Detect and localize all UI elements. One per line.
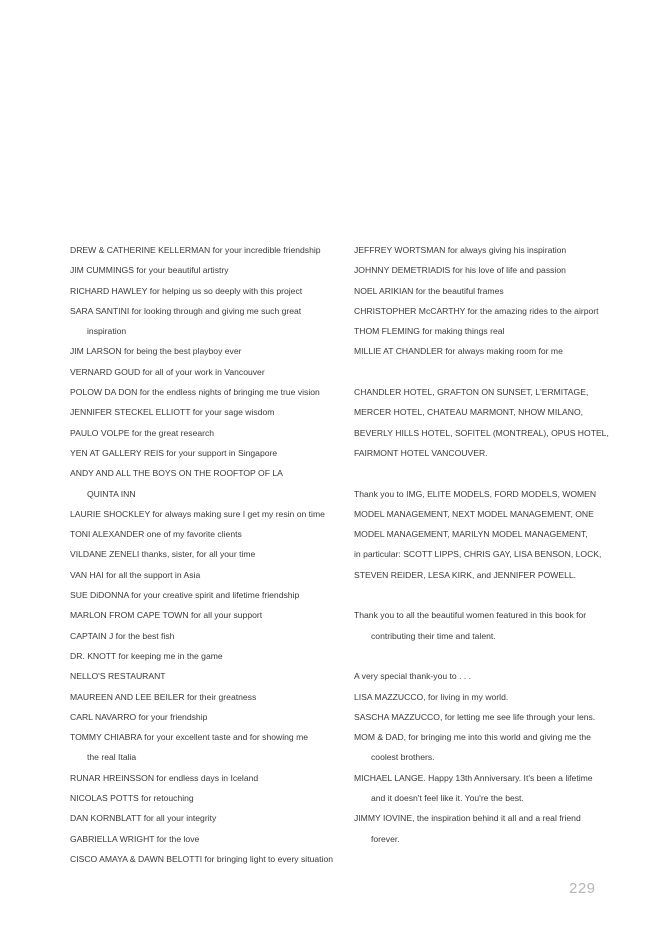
credit-line: MILLIE AT CHANDLER for always making room for me [354, 346, 563, 357]
credit-line: A very special thank-you to . . . [354, 671, 472, 682]
credit-line: VERNARD GOUD for all of your work in Vancouver [70, 366, 265, 377]
credit-line: POLOW DA DON for the endless nights of bringing me true vision [70, 387, 320, 398]
credit-line: MAUREEN AND LEE BEILER for their greatness [70, 691, 257, 702]
credit-line: and it doesn't feel like it. You're the best. [371, 793, 524, 804]
credit-line: DREW & CATHERINE KELLERMAN for your incredible friendship [70, 245, 321, 255]
spacer-line [354, 646, 629, 666]
credit-line: DR. KNOTT for keeping me in the game [70, 650, 223, 661]
credit-line: SARA SANTINI for looking through and giving me such great [70, 305, 302, 316]
credit-line: JOHNNY DEMETRIADIS for his love of life and passion [354, 265, 566, 276]
credit-line: NICOLAS POTTS for retouching [70, 793, 194, 804]
credit-line: JENNIFER STECKEL ELLIOTT for your sage wisdom [70, 407, 275, 418]
credit-line: MODEL MANAGEMENT, NEXT MODEL MANAGEMENT, ONE [354, 508, 594, 519]
credit-line: Thank you to all the beautiful women featured in this book for [354, 610, 587, 621]
credit-line: VAN HAI for all the support in Asia [70, 569, 201, 580]
credit-line: SUE DiDONNA for your creative spirit and lifetime friendship [70, 590, 300, 601]
spacer-line [354, 362, 629, 382]
credit-line: CARL NAVARRO for your friendship [70, 711, 208, 722]
credit-line: THOM FLEMING for making things real [354, 326, 505, 337]
credit-line: CHRISTOPHER McCARTHY for the amazing rides to the airport [354, 305, 599, 316]
credit-line: MICHAEL LANGE. Happy 13th Anniversary. It's been a lifetime [354, 772, 593, 783]
spacer-line [354, 585, 629, 605]
credit-line: PAULO VOLPE for the great research [70, 427, 215, 438]
left-column [70, 240, 350, 869]
credit-line: Thank you to IMG, ELITE MODELS, FORD MODELS, WOMEN [354, 488, 597, 499]
credit-line: NOEL ARIKIAN for the beautiful frames [354, 285, 504, 296]
credit-line: JIMMY IOVINE, the inspiration behind it all and a real friend [354, 813, 581, 824]
credit-line: TONI ALEXANDER one of my favorite clients [70, 529, 242, 540]
right-column [354, 240, 629, 849]
credit-line: MOM & DAD, for bringing me into this world and giving me the [354, 732, 591, 743]
credit-line: DAN KORNBLATT for all your integrity [70, 813, 217, 824]
credit-line: forever. [371, 833, 400, 844]
credit-line: inspiration [87, 326, 127, 337]
credit-line: SASCHA MAZZUCCO, for letting me see life through your lens. [354, 711, 596, 722]
credit-line: RICHARD HAWLEY for helping us so deeply with this project [70, 285, 303, 296]
credit-line: JIM CUMMINGS for your beautiful artistry [70, 265, 229, 276]
credit-line: MERCER HOTEL, CHATEAU MARMONT, NHOW MILANO, [354, 407, 584, 418]
credit-line: MODEL MANAGEMENT, MARILYN MODEL MANAGEMENT, [354, 529, 588, 540]
credit-line: RUNAR HREINSSON for endless days in Iceland [70, 772, 259, 783]
credit-line: GABRIELLA WRIGHT for the love [70, 833, 200, 844]
credit-line: STEVEN REIDER, LESA KIRK, and JENNIFER POWELL. [354, 569, 577, 580]
credit-line: VILDANE ZENELI thanks, sister, for all your time [70, 549, 256, 560]
credit-line: QUINTA INN [87, 488, 136, 499]
credit-line: CISCO AMAYA & DAWN BELOTTI for bringing light to every situation [70, 853, 333, 864]
credit-line: ANDY AND ALL THE BOYS ON THE ROOFTOP OF LA [70, 468, 283, 479]
credit-line: NELLO'S RESTAURANT [70, 671, 166, 682]
credit-line: BEVERLY HILLS HOTEL, SOFITEL (MONTREAL), OPUS HOTEL, [354, 427, 609, 438]
credit-line: FAIRMONT HOTEL VANCOUVER. [354, 447, 488, 458]
credit-line: contributing their time and talent. [371, 630, 496, 641]
credit-line: CAPTAIN J for the best fish [70, 630, 175, 641]
spacer-line [354, 463, 629, 483]
credit-line: CHANDLER HOTEL, GRAFTON ON SUNSET, L'ERMITAGE, [354, 387, 589, 398]
credit-line: JIM LARSON for being the best playboy ever [70, 346, 242, 357]
credit-line: MARLON FROM CAPE TOWN for all your support [70, 610, 263, 621]
credit-line: JEFFREY WORTSMAN for always giving his inspiration [354, 245, 567, 255]
credit-line: LAURIE SHOCKLEY for always making sure I get my resin on time [70, 508, 325, 519]
credit-line: LISA MAZZUCCO, for living in my world. [354, 691, 509, 702]
credit-line: TOMMY CHIABRA for your excellent taste and for showing me [70, 732, 309, 743]
credit-line: the real Italia [87, 752, 137, 763]
credit-line: YEN AT GALLERY REIS for your support in Singapore [70, 447, 278, 458]
credit-line: coolest brothers. [371, 752, 435, 763]
credit-line: in particular: SCOTT LIPPS, CHRIS GAY, LISA BENSON, LOCK, [354, 549, 602, 560]
page-number: 229 [569, 880, 596, 897]
